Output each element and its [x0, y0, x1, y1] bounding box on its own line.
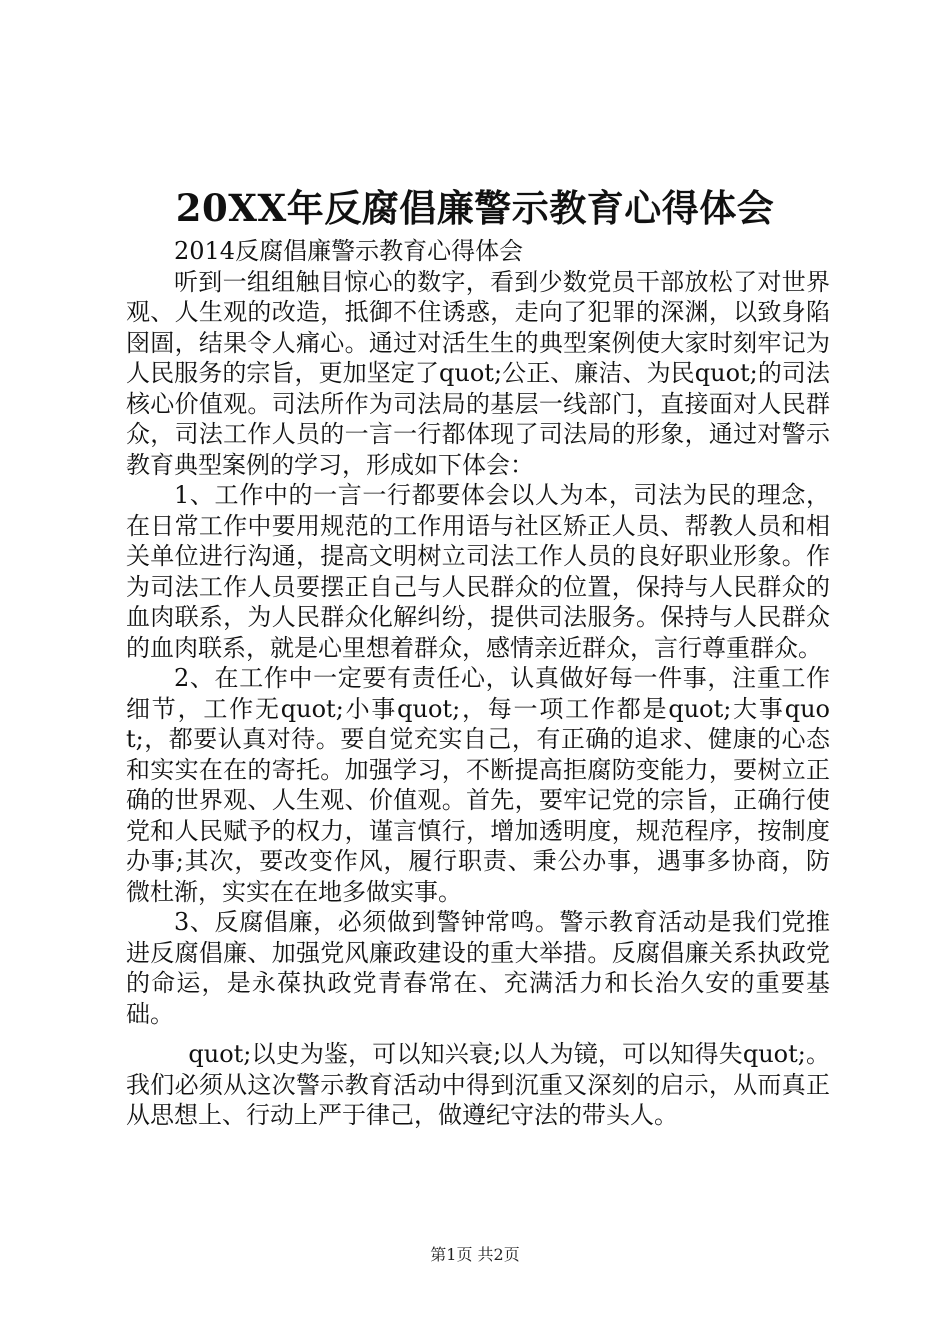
- document-body: [126, 236, 830, 1131]
- paragraph-point-1: 1、工作中的一言一行都要体会以人为本，司法为民的理念，在日常工作中要用规范的工作用语与社区矫正人员、帮教人员和相关单位进行沟通，提高文明树立司法工作人员的良好职业形象。作为司法工作人员要摆正自己与人民群众的位置，保持与人民群众的血肉联系，为人民群众化解纠纷，提供司法服务。保持与人民群众的血肉联系，就是心里想着群众，感情亲近群众，言行尊重群众。: [126, 481, 830, 662]
- paragraph-point-2: 2、在工作中一定要有责任心，认真做好每一件事，注重工作细节，工作无quot;小事quot;，每一项工作都是quot;大事quot;，都要认真对待。要自觉充实自己，有正确的追求、健康的心态和实实在在的寄托。加强学习，不断提高拒腐防变能力，要树立正确的世界观、人生观、价值观。首先，要牢记党的宗旨，正确行使党和人民赋予的权力，谨言慎行，增加透明度，规范程序，按制度办事;其次，要改变作风，履行职责、秉公办事，遇事多协商，防微杜渐，实实在在地多做实事。: [126, 664, 830, 906]
- paragraph-closing: quot;以史为鉴，可以知兴衰;以人为镜，可以知得失quot;。我们必须从这次警示教育活动中得到沉重又深刻的启示，从而真正从思想上、行动上严于律己，做遵纪守法的带头人。: [126, 1040, 830, 1129]
- document-title: 20XX年反腐倡廉警示教育心得体会: [175, 186, 775, 230]
- page-number-footer: 第1页 共2页: [430, 1245, 520, 1264]
- paragraph-point-3: 3、反腐倡廉，必须做到警钟常鸣。警示教育活动是我们党推进反腐倡廉、加强党风廉政建设的重大举措。反腐倡廉关系执政党的命运，是永葆执政党青春常在、充满活力和长治久安的重要基础。: [126, 908, 830, 1028]
- document-subtitle: 2014反腐倡廉警示教育心得体会: [174, 237, 524, 265]
- paragraph-intro: 听到一组组触目惊心的数字，看到少数党员干部放松了对世界观、人生观的改造，抵御不住诱惑，走向了犯罪的深渊，以致身陷囹圄，结果令人痛心。通过对活生生的典型案例使大家时刻牢记为人民服务的宗旨，更加坚定了quot;公正、廉洁、为民quot;的司法核心价值观。司法所作为司法局的基层一线部门，直接面对人民群众，司法工作人员的一言一行都体现了司法局的形象，通过对警示教育典型案例的学习，形成如下体会：: [126, 267, 830, 479]
